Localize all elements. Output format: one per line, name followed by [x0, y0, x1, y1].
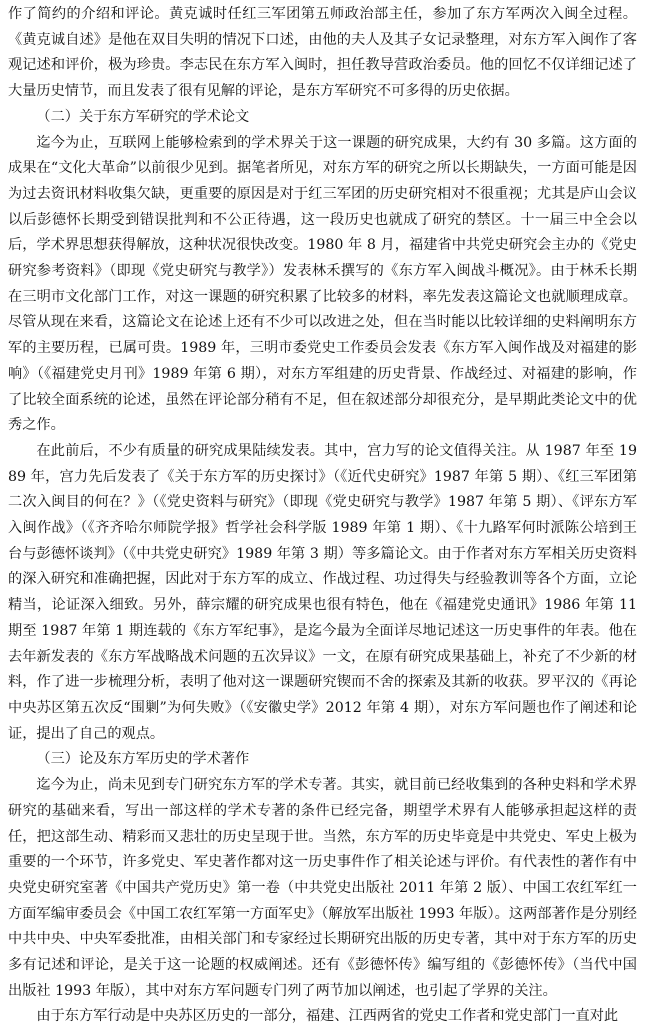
paragraph-continuation: 作了简约的介绍和评论。黄克诚时任红三军团第五师政治部主任，参加了东方军两次入闽全过程。《黄克诚自述》是他在双目失明的情况下口述，由他的夫人及其子女记录整理，对东方军入闽作了客观记述和评价，极为珍贵。李志民在东方军入闽时，担任教导营政治委员。他的回忆不仅详细记述了大量历史情节，而且发表了很有见解的评论，是东方军研究不可多得的历史依据。 [8, 6, 637, 100]
paragraph-papers-overview: 迄今为止，互联网上能够检索到的学术界关于这一课题的研究成果，大约有 30 多篇。这方面的成果在“文化大革命”以前很少见到。据笔者所见，对东方军的研究之所以长期缺失，一方面可能是因为过去资讯材料收集欠缺，更重要的原因是对于红三军团的历史研究相对不很重视；尤其是庐山会议以后彭德怀长期受到错误批判和不公正待遇，这一段历史也就成了研究的禁区。十一届三中全会以后，学术界思想获得解放，这种状况很快改变。1980 年 8 月，福建省中共党史研究会主办的《党史研究参考资料》（即现《党史研究与教学》）发表林禾撰写的《东方军入闽战斗概况》。由于林禾长期在三明市文化部门工作，对这一课题的研究积累了比较多的材料，率先发表这篇论文也就顺理成章。尽管从现在来看，这篇论文在论述上还有不少可以改进之处，但在当时能以比较详细的史料阐明东方军的主要历程，已属可贵。1989 年，三明市委党史工作委员会发表《东方军入闽作战及对福建的影响》（《福建党史月刊》1989 年第 6 期），对东方军组建的历史背景、作战经过、对福建的影响，作了比较全面系统的论述，虽然在评论部分稍有不足，但在叙述部分却很充分，是早期此类论文中的优秀之作。 [8, 134, 637, 434]
section-heading-academic-works: （三）论及东方军历史的学术著作 [36, 751, 250, 768]
section-heading-academic-papers: （二）关于东方军研究的学术论文 [36, 108, 250, 125]
paragraph-final: 由于东方军行动是中央苏区历史的一部分，福建、江西两省的党史工作者和党史部门一直对此 [36, 1008, 619, 1025]
paragraph-papers-later: 在此前后，不少有质量的研究成果陆续发表。其中，宫力写的论文值得关注。从 1987 年至 1989 年，宫力先后发表了《关于东方军的历史探讨》（《近代史研究》1987 年第 5 期）、《红三军团第二次入闽目的何在？》（《党史资料与研究》（即现《党史研究与教学》1987 年第 5 期）、《评东方军入闽作战》（《齐齐哈尔师院学报》哲学社会科学版 1989 年第 1 期）、《十九路军何时派陈公培到王台与彭德怀谈判》（《中共党史研究》1989 年第 3 期）等多篇论文。由于作者对东方军相关历史资料的深入研究和准确把握，因此对于东方军的成立、作战过程、功过得失与经验教训等各个方面，立论精当，论证深入细致。另外，薛宗耀的研究成果也很有特色，他在《福建党史通讯》1986 年第 11 期至 1987 年第 1 期连载的《东方军纪事》，是迄今最为全面详尽地记述这一历史事件的年表。他在去年新发表的《东方军战略战术问题的五次异议》一文，在原有研究成果基础上，补充了不少新的材料，作了进一步梳理分析，表明了他对这一课题研究锲而不舍的探索及其新的收获。罗平汉的《再论中央苏区第五次反“围剿”为何失败》（《安徽史学》2012 年第 4 期），对东方军问题也作了阐述和论证，提出了自己的观点。 [8, 442, 637, 742]
paragraph-works-overview: 迄今为止，尚未见到专门研究东方军的学术专著。其实，就目前已经收集到的各种史料和学术界研究的基础来看，写出一部这样的学术专著的条件已经完备，期望学术界有人能够承担起这样的责任，把这部生动、精彩而又悲壮的历史呈现于世。当然，东方军的历史毕竟是中共党史、军史上极为重要的一个环节，许多党史、军史著作都对这一历史事件作了相关论述与评价。有代表性的著作有中央党史研究室著《中国共产党历史》第一卷（中共党史出版社 2011 年第 2 版）、中国工农红军红一方面军编审委员会《中国工农红军第一方面军史》（解放军出版社 1993 年版）。这两部著作是分别经中共中央、中央军委批准，由相关部门和专家经过长期研究出版的历史专著，其中对于东方军的历史多有记述和评论，是关于这一论题的权威阐述。还有《彭德怀传》编写组的《彭德怀传》（当代中国出版社 1993 年版），其中对东方军问题专门列了两节加以阐述，也引起了学界的关注。 [8, 777, 637, 999]
